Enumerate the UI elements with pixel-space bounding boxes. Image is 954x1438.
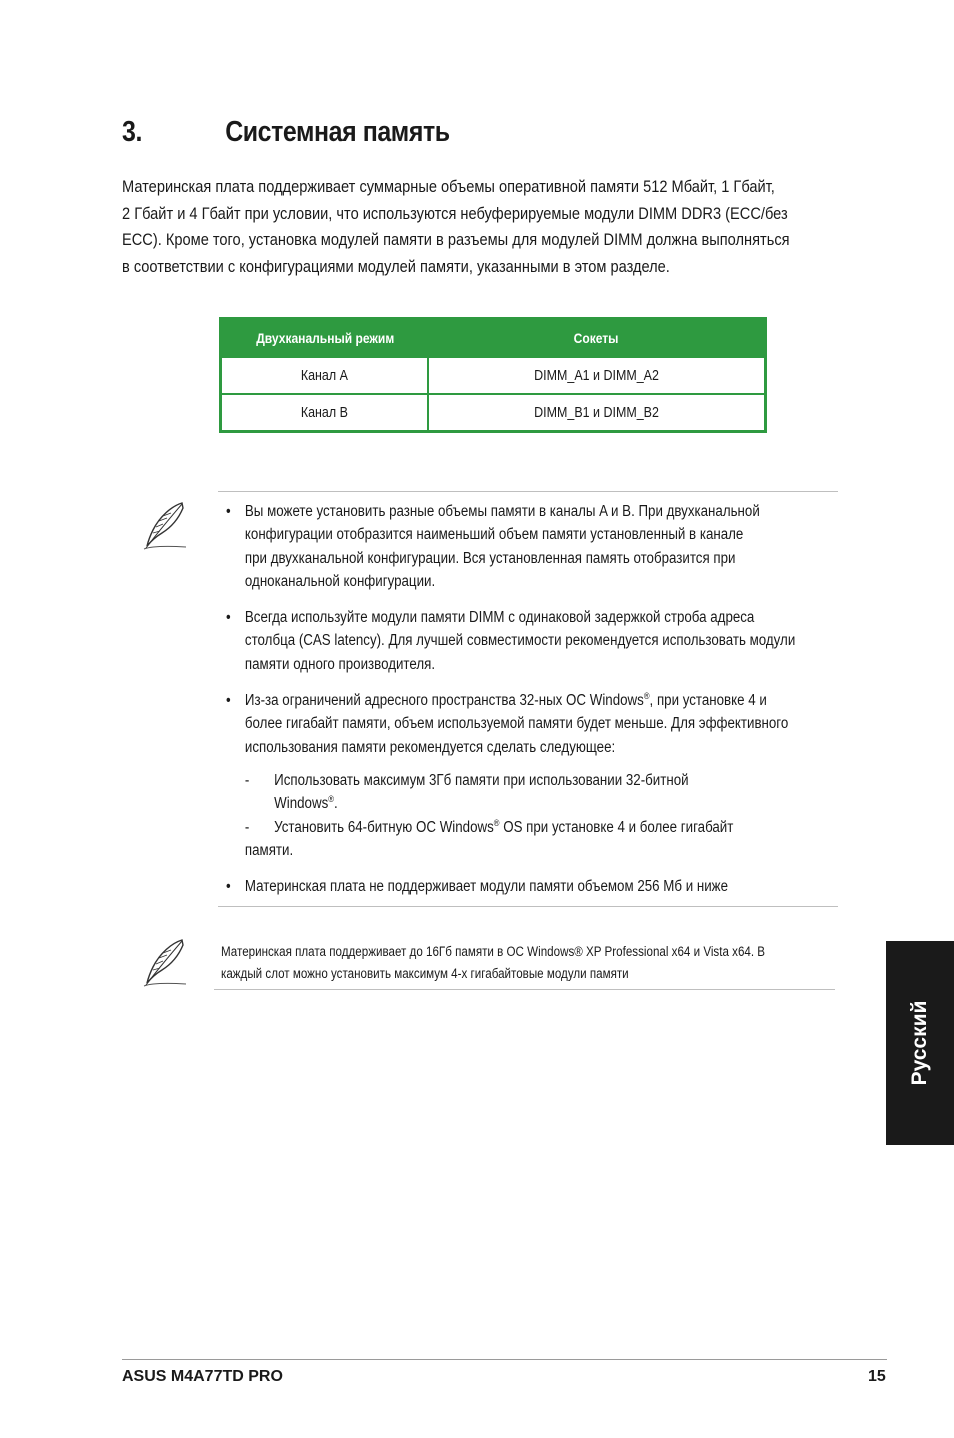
note-bullet-1: • Вы можете установить разные объемы памяти в каналы A и B. При двухканальной конфигурации отобразится наименьший объем памяти установленный в канале при двухканальной конфигурации. Вся установленная память отобразится при одноканальной конфигурации. bbox=[226, 500, 837, 593]
intro-line: в соответствии с конфигурациями модулей памяти, указанными в этом разделе. bbox=[122, 256, 670, 276]
footer-divider bbox=[122, 1359, 887, 1360]
bullet-glyph: • bbox=[226, 609, 231, 627]
table-cell-channel: Канал B bbox=[221, 394, 429, 432]
table-cell-sockets: DIMM_A1 и DIMM_A2 bbox=[428, 357, 766, 394]
table-row bbox=[221, 357, 766, 394]
note-sub-item-2: - Установить 64-битную ОС Windows® OS при установке 4 и более гигабайт памяти. bbox=[244, 817, 734, 859]
table-row bbox=[221, 394, 766, 432]
intro-line: 2 Гбайт и 4 Гбайт при условии, что используются небуферируемые модули DIMM DDR3 (ECC/без bbox=[122, 203, 788, 223]
note-line: каждый слот можно установить максимум 4-х гигабайтовые модули памяти bbox=[221, 966, 629, 981]
bullet-glyph: • bbox=[226, 878, 231, 896]
section-title-text: Системная память bbox=[225, 116, 450, 148]
dash-glyph: - bbox=[244, 771, 250, 789]
dash-glyph: - bbox=[244, 818, 250, 836]
intro-line: Материнская плата поддерживает суммарные объемы оперативной памяти 512 Мбайт, 1 Гбайт, bbox=[122, 177, 775, 196]
note2-bottom-divider bbox=[214, 989, 835, 990]
table-header-row bbox=[221, 319, 766, 358]
note-sub-item-1: - Использовать максимум 3Гб памяти при использовании 32-битной Windows®. bbox=[226, 769, 837, 816]
language-side-tab-label: Русский bbox=[908, 1000, 931, 1086]
note-line: Материнская плата поддерживает до 16Гб памяти в ОС Windows® XP Professional x64 и Vista x64. В bbox=[221, 944, 766, 959]
note-bullet-2: • Всегда используйте модули памяти DIMM с одинаковой задержкой строба адреса столбца (CAS latency). Для лучшей совместимости рекомендуется использовать модули памяти одного производителя. bbox=[226, 606, 837, 676]
section-number: 3. bbox=[122, 116, 142, 148]
table-cell-sockets: DIMM_B1 и DIMM_B2 bbox=[428, 394, 766, 432]
memory-limit-note bbox=[221, 941, 823, 985]
bullet-glyph: • bbox=[226, 692, 231, 710]
notes-top-divider bbox=[218, 491, 838, 492]
intro-line: ECC). Кроме того, установка модулей памяти в разъемы для модулей DIMM должна выполняться bbox=[122, 230, 790, 249]
section-title bbox=[122, 116, 450, 149]
footer-page-number: 15 bbox=[868, 1368, 886, 1385]
language-side-tab bbox=[886, 941, 954, 1145]
bullet-glyph: • bbox=[226, 503, 231, 520]
intro-paragraph bbox=[122, 174, 840, 280]
note-bullet-4: • Материнская плата не поддерживает модули памяти объемом 256 Мб и ниже bbox=[226, 875, 837, 898]
notes-list bbox=[226, 500, 837, 911]
table-header-mode: Двухканальный режим bbox=[221, 319, 429, 358]
memory-config-table bbox=[219, 317, 767, 433]
feather-pen-icon bbox=[138, 937, 190, 991]
footer-product-name: ASUS M4A77TD PRO bbox=[122, 1368, 283, 1385]
notes-bottom-divider bbox=[218, 906, 838, 907]
table-cell-channel: Канал A bbox=[221, 357, 429, 394]
feather-pen-icon bbox=[138, 500, 190, 554]
table-header-sockets: Сокеты bbox=[428, 319, 766, 358]
note-bullet-3: • Из-за ограничений адресного пространства 32-ных ОС Windows®, при установке 4 и более гигабайт памяти, объем используемой памяти будет меньше. Для эффективного использования памяти рекомендуется сделать следующее: bbox=[226, 690, 789, 756]
